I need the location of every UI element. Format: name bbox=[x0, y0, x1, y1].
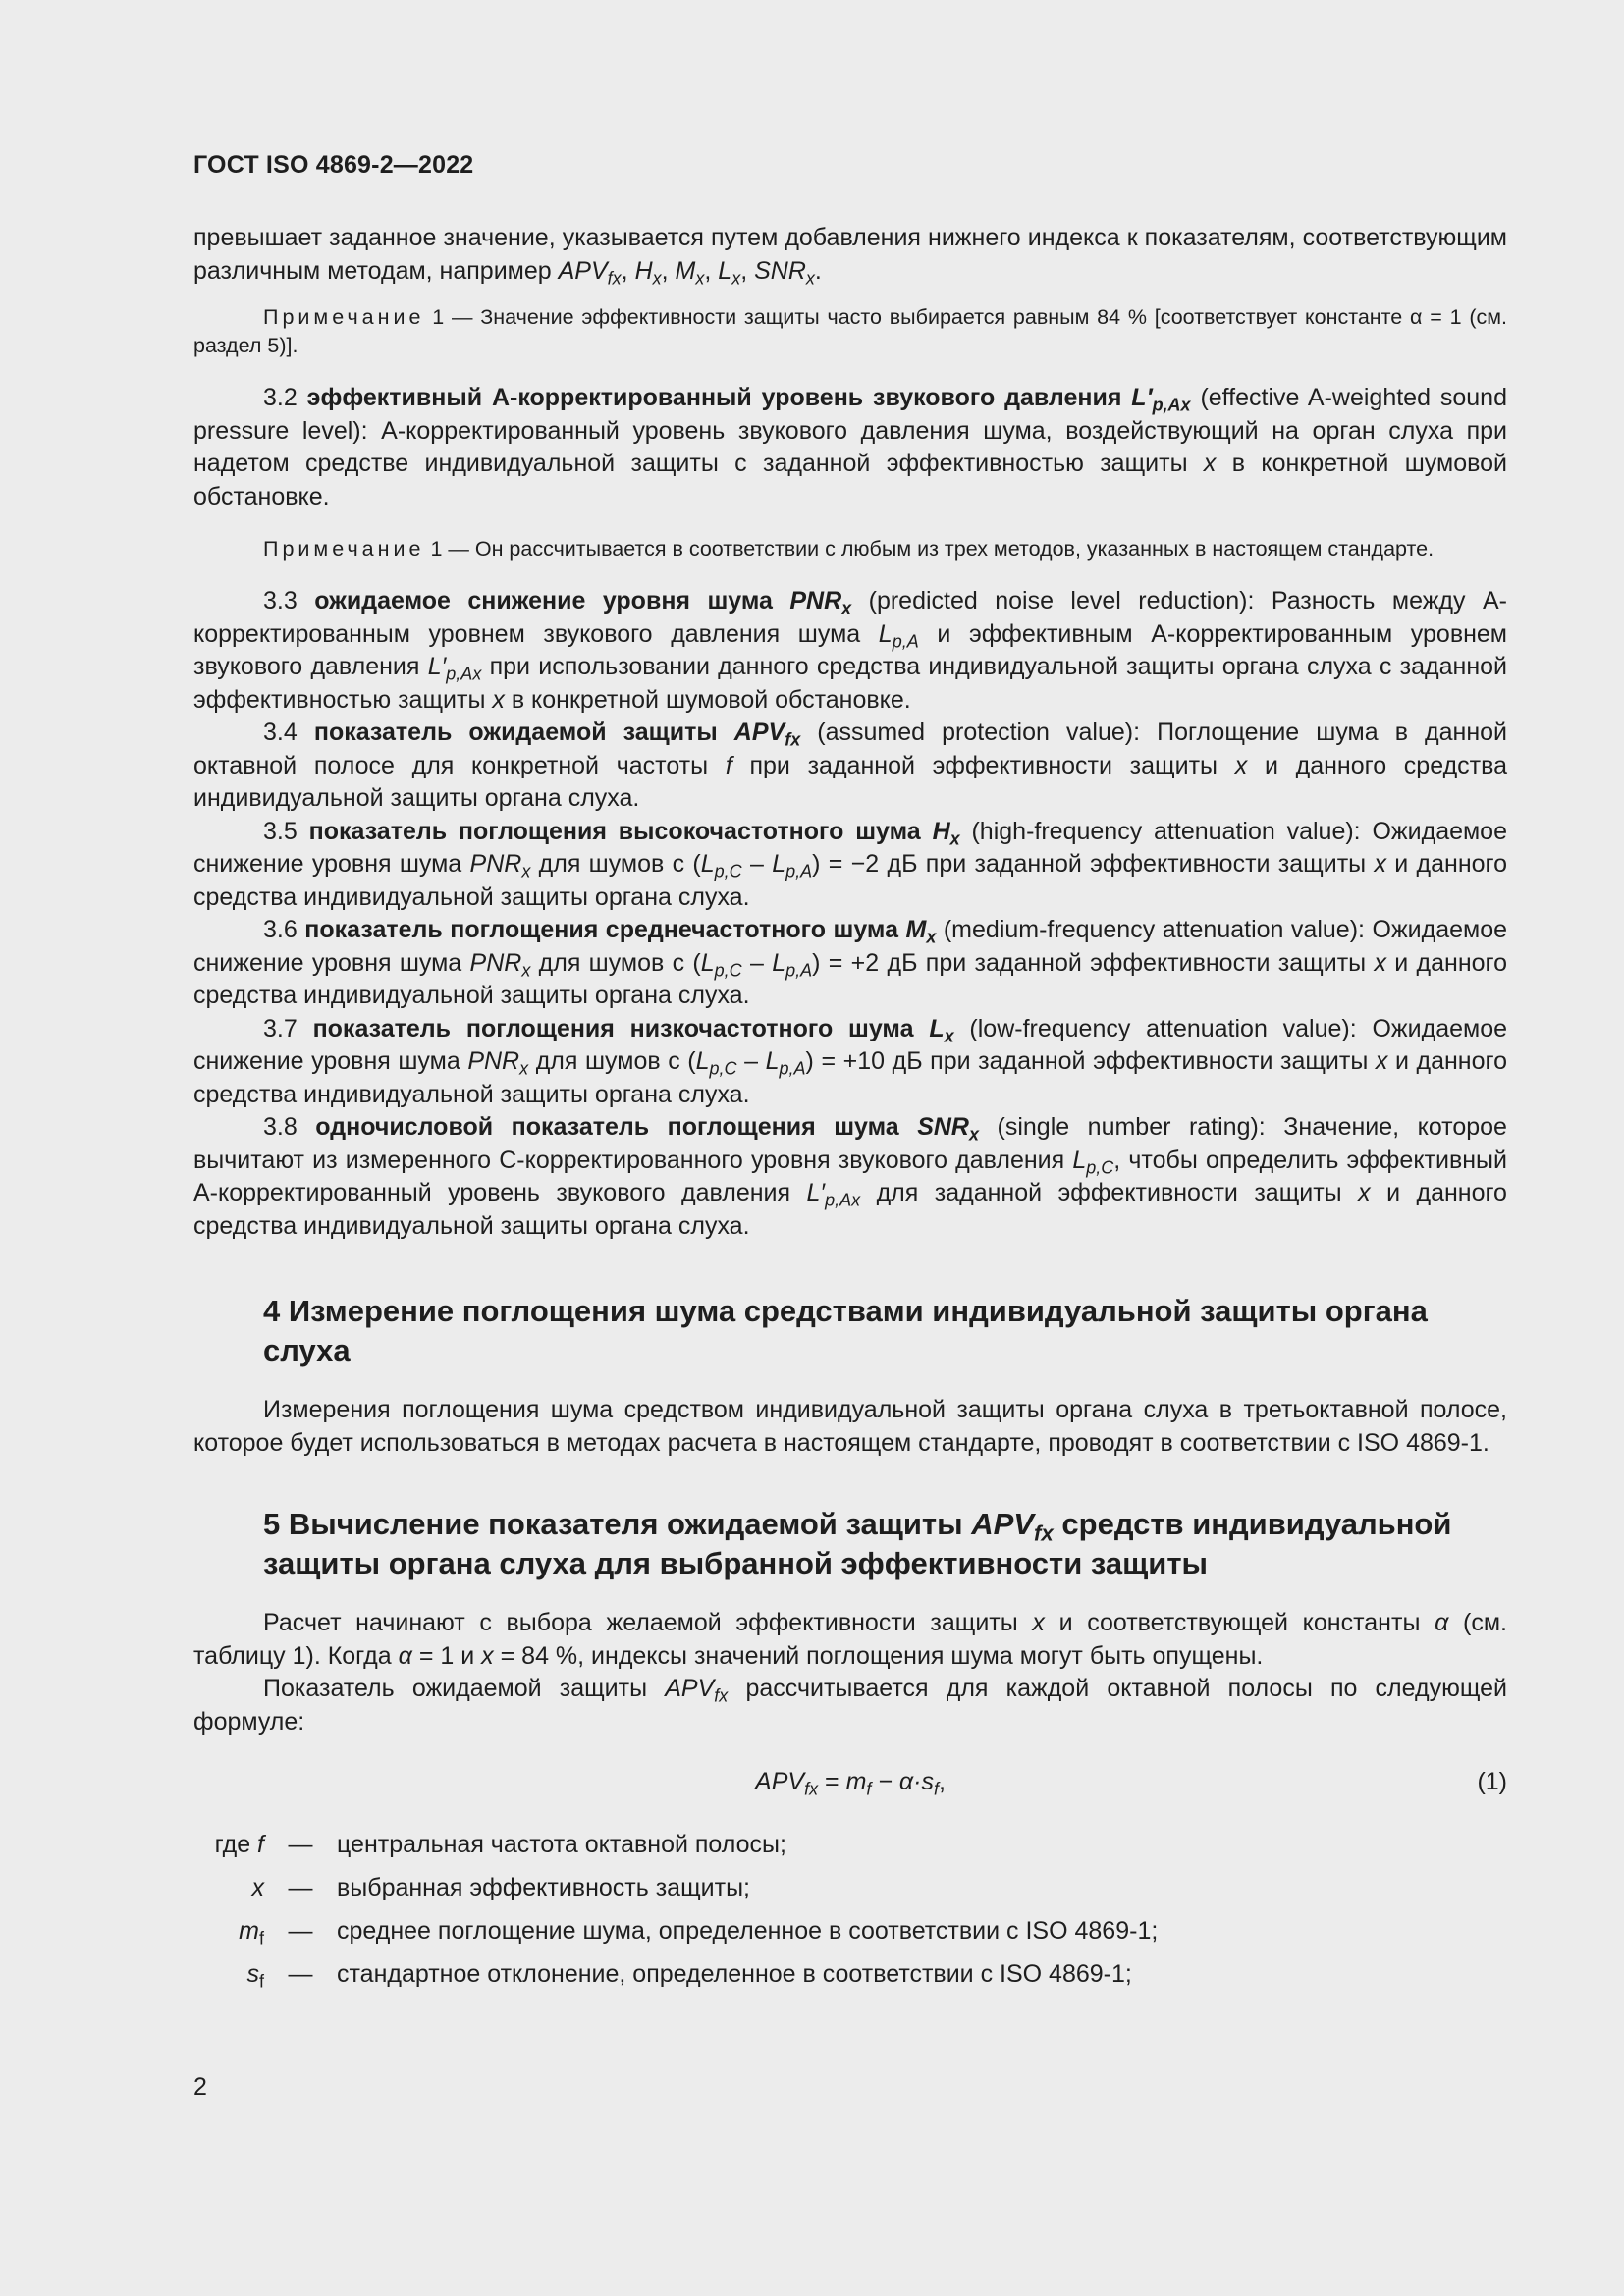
term-3-7: 3.7 показатель поглощения низкочастотного шума $L_x$ (low-frequency attenuation value): Ожидаемое снижение уровня шума $PNR_x$ для шумов с $(L_{p,C} - L_{p,A}) = +10$ дБ при заданной эффективности защиты x и данного средства индивидуальной защиты органа слуха. bbox=[193, 1014, 1508, 1108]
document-header: ГОСТ ISO 4869-2—2022 bbox=[193, 151, 474, 179]
formula-expression: $APV_{fx} = m_f - \alpha\cdot s_f$, bbox=[755, 1768, 946, 1799]
term-title: показатель поглощения среднечастотного шума bbox=[304, 916, 898, 943]
term-3-4: 3.4 показатель ожидаемой защиты $APV_{fx}$ (assumed protection value): Поглощение шума в данной октавной полосе для конкретной частоты f при заданной эффективности защиты x и данного средства индивидуальной защиты органа слуха. bbox=[193, 719, 1508, 812]
section-4-heading: 4 Измерение поглощения шума средствами индивидуальной защиты органа слуха bbox=[263, 1294, 1428, 1367]
term-title: эффективный А-корректированный уровень звукового давления bbox=[306, 384, 1122, 411]
term-symbol: $APV_{fx}$ bbox=[733, 719, 801, 750]
term-3-6: 3.6 показатель поглощения среднечастотного шума $M_x$ (medium-frequency attenuation value): Ожидаемое снижение уровня шума $PNR_x$ для шумов с $(L_{p,C} - L_{p,A}) = +2$ дБ при заданной эффективности защиты x и данного средства индивидуальной защиты органа слуха. bbox=[193, 916, 1508, 1009]
section-5-paragraph-2: Показатель ожидаемой защиты $APV_{fx}$ рассчитывается для каждой октавной полосы по следующей формуле: bbox=[193, 1675, 1507, 1735]
term-symbol: $SNR_x$ bbox=[917, 1113, 979, 1145]
intro-paragraph: превышает заданное значение, указывается путем добавления нижнего индекса к показателям, соответствующим различным методам, например $APV_{fx}$, $H_x$, $M_x$, $L_x$, $SNR_x$. bbox=[193, 224, 1507, 288]
term-title: одночисловой показатель поглощения шума bbox=[315, 1113, 899, 1141]
term-symbol: $PNR_x$ bbox=[789, 587, 852, 618]
section-5-heading: 5 Вычисление показателя ожидаемой защиты $APV_{fx}$ средств индивидуальной защиты органа слуха для выбранной эффективности защиты bbox=[263, 1507, 1452, 1580]
term-symbol: $L_x$ bbox=[929, 1014, 954, 1045]
section-5-paragraph-1: Расчет начинают с выбора желаемой эффективности защиты x и соответствующей константы α (см. таблицу 1). Когда α = 1 и x = 84 %, индексы значений поглощения шума могут быть опущены. bbox=[193, 1609, 1507, 1670]
term-title: показатель поглощения высокочастотного шума bbox=[308, 817, 921, 845]
apv-symbol: $APV_{fx}$ bbox=[558, 256, 622, 288]
definition-row: где f — центральная частота октавной полосы; bbox=[214, 1830, 786, 1858]
definition-row: x — выбранная эффективность защиты; bbox=[251, 1873, 750, 1901]
l-symbol: $L_x$ bbox=[718, 256, 741, 288]
term-symbol: $M_x$ bbox=[905, 916, 937, 947]
definition-row: $m_f$ — среднее поглощение шума, определенное в соответствии с ISO 4869-1; bbox=[239, 1916, 1159, 1948]
term-title: показатель ожидаемой защиты bbox=[313, 719, 718, 746]
term-3-3: 3.3 ожидаемое снижение уровня шума $PNR_x$ (predicted noise level reduction): Разность между А-корректированным уровнем звукового давления шума $L_{p,A}$ и эффективным А-корректированным уровнем звукового давления $L'_{p,Ax}$ при использовании данного средства индивидуальной защиты органа слуха с заданной эффективностью защиты x в конкретной шумовой обстановке. bbox=[193, 587, 1507, 714]
term-symbol: $L'_{p,Ax}$ bbox=[1131, 384, 1191, 415]
definition-row: $s_f$ — стандартное отклонение, определенное в соответствии с ISO 4869-1; bbox=[246, 1959, 1132, 1991]
h-symbol: $H_x$ bbox=[634, 256, 662, 288]
formula-definitions bbox=[193, 1823, 1158, 1996]
snr-symbol: $SNR_x$ bbox=[754, 256, 815, 288]
note-2: Примечание 1 — Он рассчитывается в соответствии с любым из трех методов, указанных в настоящем стандарте. bbox=[263, 537, 1435, 561]
term-title: показатель поглощения низкочастотного шума bbox=[312, 1014, 914, 1042]
section-4-paragraph: Измерения поглощения шума средством индивидуальной защиты органа слуха в третьоктавной полосе, которое будет использоваться в методах расчета в настоящем стандарте, проводят в соответствии с ISO 4869-1. bbox=[193, 1396, 1507, 1457]
m-symbol: $M_x$ bbox=[675, 256, 705, 288]
term-3-5: 3.5 показатель поглощения высокочастотного шума $H_x$ (high-frequency attenuation value): Ожидаемое снижение уровня шума $PNR_x$ для шумов с $(L_{p,C} - L_{p,A}) = -2$ дБ при заданной эффективности защиты x и данного средства индивидуальной защиты органа слуха. bbox=[193, 817, 1508, 911]
term-symbol: $H_x$ bbox=[932, 817, 960, 848]
formula-1 bbox=[193, 1760, 1507, 1803]
term-3-2: 3.2 эффективный А-корректированный уровень звукового давления $L'_{p,Ax}$ (effective A-weighted sound pressure level): А-корректированный уровень звукового давления шума, воздействующий на орган слуха при надетом средстве индивидуальной защиты с заданной эффективностью защиты x в конкретной шумовой обстановке. bbox=[193, 384, 1507, 510]
formula-number: (1) bbox=[1477, 1768, 1507, 1795]
term-title: ожидаемое снижение уровня шума bbox=[314, 587, 773, 614]
page-content bbox=[193, 222, 1507, 1996]
note-1: Примечание 1 — Значение эффективности защиты часто выбирается равным 84 % [соответствует константе α = 1 (см. раздел 5)]. bbox=[193, 305, 1507, 357]
page-number: 2 bbox=[193, 2073, 207, 2101]
term-3-8: 3.8 одночисловой показатель поглощения шума $SNR_x$ (single number rating): Значение, которое вычитают из измеренного С-корректированного уровня звукового давления $L_{p,C}$, чтобы определить эффективный А-корректированный уровень звукового давления $L'_{p,Ax}$ для заданной эффективности защиты x и данного средства индивидуальной защиты органа слуха. bbox=[193, 1113, 1507, 1240]
